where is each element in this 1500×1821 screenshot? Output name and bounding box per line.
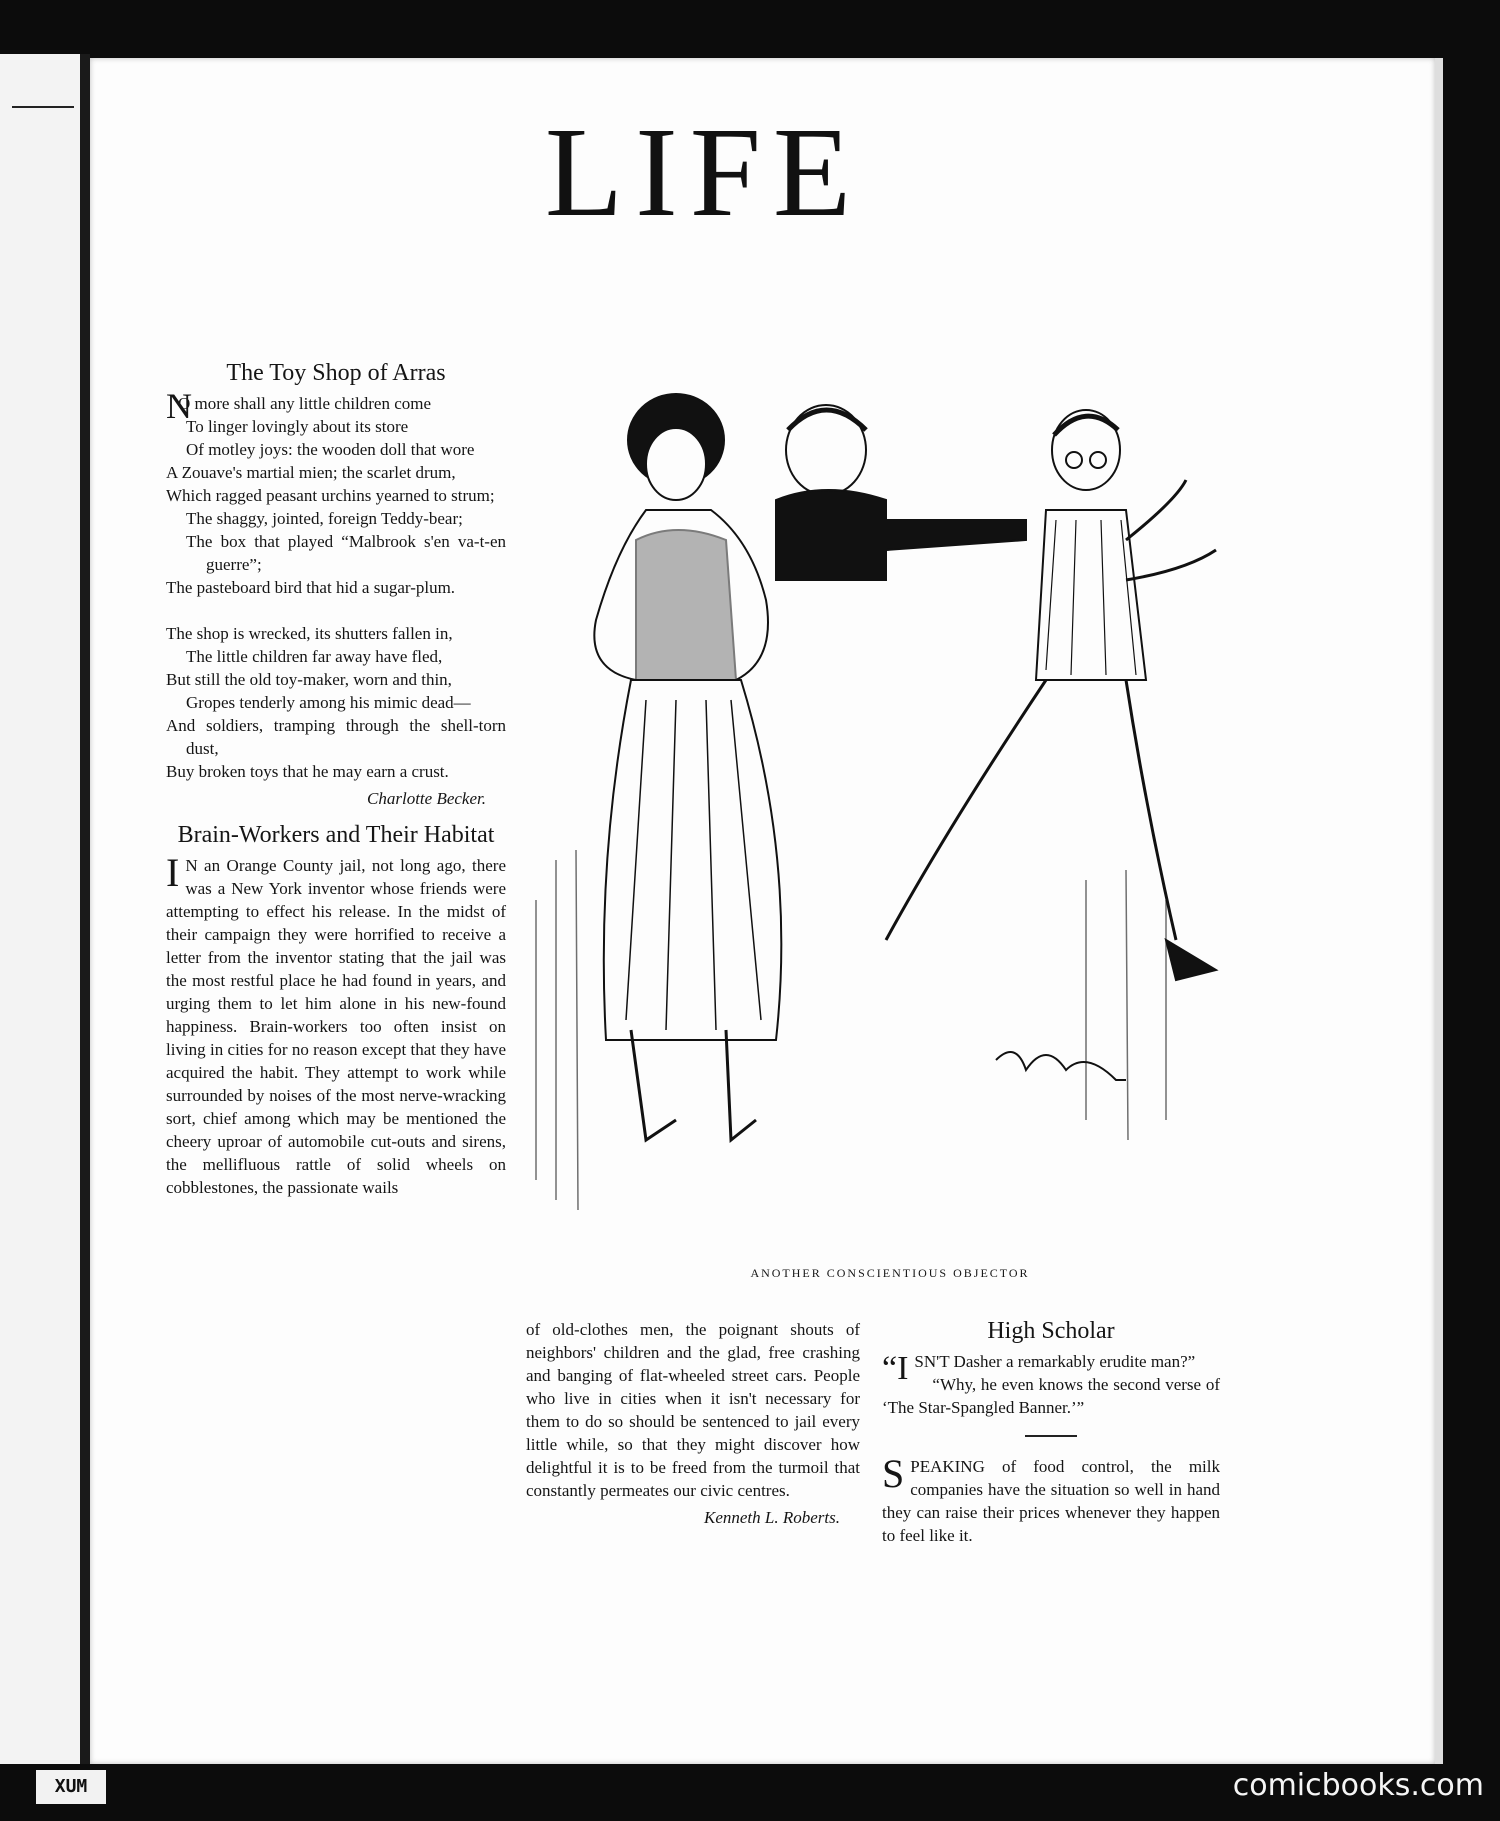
spine-page-edge bbox=[0, 54, 90, 1764]
spine-rule bbox=[12, 106, 74, 108]
food-control-text bbox=[882, 1451, 1220, 1547]
high-scholar-heading: High Scholar bbox=[987, 1318, 1115, 1344]
poem-dropcap: N bbox=[166, 386, 192, 426]
poem-line: And soldiers, tramping through the shell-torn dust, bbox=[166, 716, 506, 758]
toy-shop-poem bbox=[166, 386, 506, 783]
toy-shop-author: Charlotte Becker. bbox=[367, 789, 486, 808]
toy-shop-heading: The Toy Shop of Arras bbox=[226, 360, 446, 386]
poem-line-text: O more shall any little children come bbox=[178, 394, 432, 413]
watermark: comicbooks.com bbox=[1232, 1768, 1484, 1803]
right-column bbox=[882, 1318, 1220, 1547]
poem-line: The shaggy, jointed, foreign Teddy-bear; bbox=[186, 509, 463, 528]
brain-workers-text-part2: of old-clothes men, the poignant shouts of neighbors' children and the glad, free crashing and banging of flat-wheeled street cars. People who live in cities when it isn't necessary for them to do so should be sentenced to jail every little while, so that they might discover how delightful it is to be freed from the turmoil that constantly permeates our civic centres. bbox=[526, 1320, 860, 1500]
brain-workers-text: N an Orange County jail, not long ago, there was a New York inventor whose friends were attempting to effect his release. In the midst of their campaign they were horrified to receive a letter from the inventor stating that the jail was the most restful place he had found in years, and urging them to let him alone in his new-found happiness. Brain-workers too often insist on living in cities for no reason except that they have acquired the habit. They attempt to work while surrounded by noises of the most nerve-wracking sort, chief among which may be mentioned the cheery uproar of automobile cut-outs and sirens, the mellifluous rattle of solid wheels on cobblestones, the passionate wails bbox=[166, 856, 506, 1197]
masthead-title: LIFE bbox=[544, 101, 864, 243]
poem-line: The pasteboard bird that hid a sugar-plum. bbox=[166, 578, 456, 597]
poem-line: Of motley joys: the wooden doll that wore bbox=[186, 440, 475, 459]
left-column bbox=[166, 360, 506, 1199]
brain-workers-author: Kenneth L. Roberts. bbox=[704, 1508, 840, 1527]
poem-line: Buy broken toys that he may earn a crust. bbox=[166, 762, 449, 781]
poem-line: The shop is wrecked, its shutters fallen in, bbox=[166, 624, 453, 643]
brain-workers-text-part1 bbox=[166, 850, 506, 1199]
poem-line: To linger lovingly about its store bbox=[186, 417, 409, 436]
poem-line: Which ragged peasant urchins yearned to strum; bbox=[166, 486, 495, 505]
binding-gutter bbox=[80, 54, 90, 1764]
poem-line: But still the old toy-maker, worn and thin, bbox=[166, 670, 452, 689]
poem-line: A Zouave's martial mien; the scarlet drum, bbox=[166, 463, 456, 482]
illustration-caption: ANOTHER CONSCIENTIOUS OBJECTOR bbox=[750, 1266, 1030, 1280]
poem-line: The box that played “Malbrook s'en va-t-en guerre”; bbox=[186, 532, 506, 574]
brain-workers-heading: Brain-Workers and Their Habitat bbox=[177, 822, 495, 848]
high-scholar-line2: “Why, he even knows the second verse of ‘The Star-Spangled Banner.’” bbox=[882, 1375, 1220, 1417]
poem-line: Gropes tenderly among his mimic dead— bbox=[186, 693, 471, 712]
section-divider bbox=[1025, 1435, 1077, 1437]
brain-workers-dropcap: I bbox=[166, 850, 180, 895]
middle-column bbox=[526, 1318, 860, 1541]
food-control-body: PEAKING of food control, the milk companies have the situation so well in hand they can raise their prices whenever they happen to feel like it. bbox=[882, 1457, 1220, 1545]
poem-line bbox=[166, 386, 506, 426]
illustration bbox=[526, 380, 1326, 1268]
high-scholar-line1-text: SN'T Dasher a remarkably erudite man?” bbox=[914, 1352, 1196, 1371]
scan-corner-tag: XUM bbox=[36, 1770, 106, 1804]
high-scholar-dropcap: “I bbox=[882, 1350, 909, 1387]
food-control-dropcap: S bbox=[882, 1451, 905, 1496]
poem-line: The little children far away have fled, bbox=[186, 647, 443, 666]
high-scholar-line1 bbox=[882, 1350, 1220, 1387]
page-right-edge bbox=[1435, 58, 1443, 1764]
